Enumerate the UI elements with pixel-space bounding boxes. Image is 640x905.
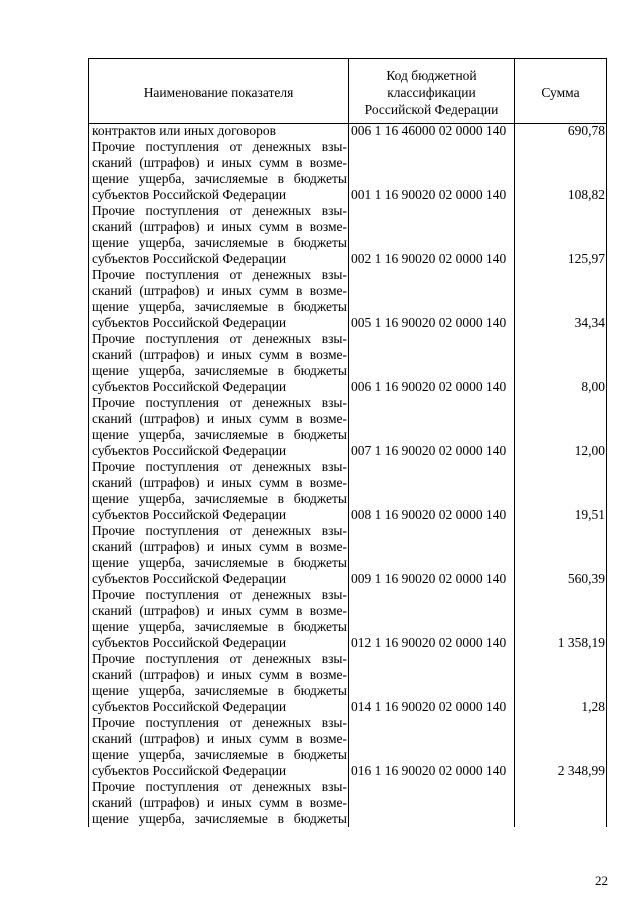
row-name-line: сканий (штрафов) и иных сумм в возме- (92, 731, 347, 746)
row-name-line: Прочие поступления от денежных взы- (92, 651, 347, 666)
row-code: 002 1 16 90020 02 0000 140 (351, 251, 507, 266)
table-row (0, 523, 640, 587)
row-name-line: субъектов Российской Федерации (92, 315, 287, 330)
row-name-line: щение ущерба, зачисляемые в бюджеты (92, 619, 347, 634)
page-number: 22 (595, 873, 608, 888)
row-sum: 1 358,19 (557, 635, 605, 650)
row-name-line: сканий (штрафов) и иных сумм в возме- (92, 667, 347, 682)
table-row (0, 203, 640, 267)
row-sum: 108,82 (567, 187, 605, 202)
row-sum: 12,00 (574, 443, 605, 458)
row-code: 009 1 16 90020 02 0000 140 (351, 571, 507, 586)
row-name-line: субъектов Российской Федерации (92, 635, 287, 650)
row-name-line: субъектов Российской Федерации (92, 187, 287, 202)
column-header-name: Наименование показателя (143, 84, 294, 100)
row-name-line: щение ущерба, зачисляемые в бюджеты (92, 363, 347, 378)
table-border-top (88, 58, 607, 59)
row-sum: 34,34 (574, 315, 605, 330)
row-name-line: субъектов Российской Федерации (92, 699, 287, 714)
row-code: 008 1 16 90020 02 0000 140 (351, 507, 507, 522)
row-name-line: Прочие поступления от денежных взы- (92, 587, 347, 602)
row-name-line: щение ущерба, зачисляемые в бюджеты (92, 427, 347, 442)
row-sum: 125,97 (567, 251, 605, 266)
row-code: 016 1 16 90020 02 0000 140 (351, 763, 507, 778)
row-name-line: щение ущерба, зачисляемые в бюджеты (92, 683, 347, 698)
row-name-line: субъектов Российской Федерации (92, 763, 287, 778)
row-name-line: щение ущерба, зачисляемые в бюджеты (92, 299, 347, 314)
row-name-line: Прочие поступления от денежных взы- (92, 331, 347, 346)
row-sum: 2 348,99 (557, 763, 605, 778)
row-name-line: сканий (штрафов) и иных сумм в возме- (92, 411, 347, 426)
table-row (0, 139, 640, 203)
row-name-line: Прочие поступления от денежных взы- (92, 715, 347, 730)
row-name-line: Прочие поступления от денежных взы- (92, 267, 347, 282)
row-name-line: сканий (штрафов) и иных сумм в возме- (92, 539, 347, 554)
table-body (0, 123, 640, 827)
row-name-line: сканий (штрафов) и иных сумм в возме- (92, 603, 347, 618)
row-name-line: сканий (штрафов) и иных сумм в возме- (92, 347, 347, 362)
column-header-sum: Сумма (541, 84, 580, 100)
row-name-line: щение ущерба, зачисляемые в бюджеты (92, 747, 347, 762)
row-name-line: Прочие поступления от денежных взы- (92, 203, 347, 218)
row-name-line: субъектов Российской Федерации (92, 507, 287, 522)
row-name-line: Прочие поступления от денежных взы- (92, 459, 347, 474)
row-name-line: сканий (штрафов) и иных сумм в возме- (92, 475, 347, 490)
row-name-line: Прочие поступления от денежных взы- (92, 395, 347, 410)
row-name-line: субъектов Российской Федерации (92, 571, 287, 586)
row-sum: 8,00 (581, 379, 605, 394)
column-header-code: Код бюджетной классификации Российской Федерации (364, 67, 499, 117)
row-code: 007 1 16 90020 02 0000 140 (351, 443, 507, 458)
row-name-line: сканий (штрафов) и иных сумм в возме- (92, 155, 347, 170)
row-code: 005 1 16 90020 02 0000 140 (351, 315, 507, 330)
row-name-line: Прочие поступления от денежных взы- (92, 139, 347, 154)
row-name-line: Прочие поступления от денежных взы- (92, 779, 347, 794)
row-name-line: сканий (штрафов) и иных сумм в возме- (92, 283, 347, 298)
row-code: 001 1 16 90020 02 0000 140 (351, 187, 507, 202)
row-name-line: субъектов Российской Федерации (92, 443, 287, 458)
row-name-line: щение ущерба, зачисляемые в бюджеты (92, 235, 347, 250)
table-row (0, 331, 640, 395)
row-name: контрактов или иных договоров (92, 123, 276, 138)
row-name-line: щение ущерба, зачисляемые в бюджеты (92, 555, 347, 570)
row-code: 006 1 16 46000 02 0000 140 (351, 123, 507, 138)
row-name-line: сканий (штрафов) и иных сумм в возме- (92, 795, 347, 810)
row-name-line: сканий (штрафов) и иных сумм в возме- (92, 219, 347, 234)
row-name-line: субъектов Российской Федерации (92, 379, 287, 394)
row-sum: 19,51 (574, 507, 605, 522)
row-name-line: щение ущерба, зачисляемые в бюджеты (92, 171, 347, 186)
table-row (0, 395, 640, 459)
row-name-line: щение ущерба, зачисляемые в бюджеты (92, 811, 347, 826)
row-sum: 1,28 (581, 699, 605, 714)
row-code: 006 1 16 90020 02 0000 140 (351, 379, 507, 394)
table-row (0, 267, 640, 331)
row-sum: 560,39 (567, 571, 605, 586)
table-row (0, 715, 640, 779)
row-name-line: субъектов Российской Федерации (92, 251, 287, 266)
table-row (0, 651, 640, 715)
table-row (0, 459, 640, 523)
row-code: 012 1 16 90020 02 0000 140 (351, 635, 507, 650)
table-row (0, 779, 640, 827)
row-code: 014 1 16 90020 02 0000 140 (351, 699, 507, 714)
row-name-line: щение ущерба, зачисляемые в бюджеты (92, 491, 347, 506)
row-name-line: Прочие поступления от денежных взы- (92, 523, 347, 538)
table-row (0, 123, 640, 139)
row-sum: 690,78 (567, 123, 605, 138)
table-row (0, 587, 640, 651)
